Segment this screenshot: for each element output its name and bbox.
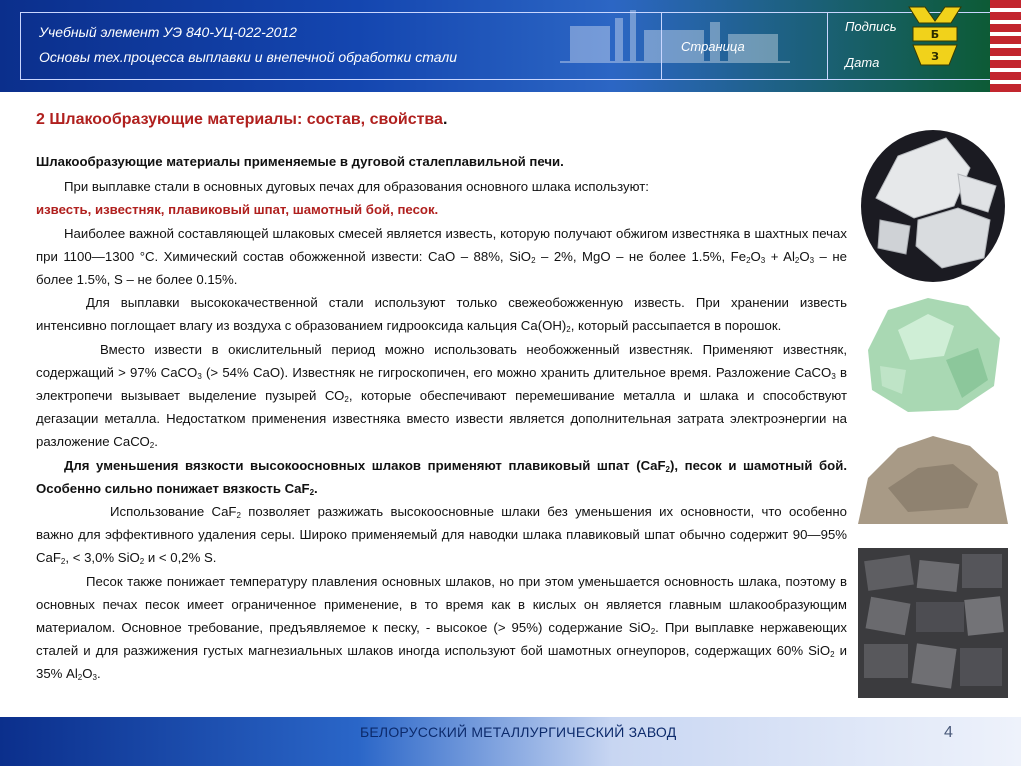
svg-text:Б: Б [930,28,940,41]
flag-ornament [990,0,1021,92]
materials-list: известь, известняк, плавиковый шпат, шамотный бой, песок. [36,202,439,218]
course-title: Основы тех.процесса выплавки и внепечной обработки стали [39,49,458,65]
page-number: 4 [944,724,953,741]
lime-image [858,128,1008,283]
paragraph-1: При выплавке стали в основных дуговых печах для образования основного шлака используют: известь, известняк, плавиковый шпат, шамотный бой, песок. [36,179,649,218]
svg-text:З: З [931,50,939,63]
paragraph-5: Для уменьшения вязкости высокоосновных шлаков применяют плавиковый шпат (CaF$_2$), песок и шамотный бой. Особенно сильно понижает вязкость CaF$_2$. [36,457,847,497]
sign-label: Подпись [845,19,897,34]
page-label: Страница [681,39,745,54]
article-body [36,150,847,686]
date-label: Дата [845,55,880,70]
paragraph-4: Вместо извести в окислительный период можно использовать необожженный известняк. Применяют известняк, содержащий > 97% CaCO$_3$ (> 54% CaO). Известняк не гигроскопичен, его можно хранить длительное время. Разложение CaCO$_3$ в электропечи вызывает выделение пузырей $СО_2$, которые обеспечивают перемешивание металла и шлака и способствуют дегазации металла. Недостатком применения известняка вместо извести является дополнительная затрата электроэнергии на разложение СаСО$_2$. [36,341,848,451]
paragraph-3: Для выплавки высококачественной стали используют только свежеобожженную известь. При хранении известь интенсивно поглощает влагу из воздуха с образованием гидрооксида кальция $Са(ОН)_2$, который рассыпается в порошок. [36,295,847,335]
fluorite-image [858,290,1008,420]
company-name: БЕЛОРУССКИЙ МЕТАЛЛУРГИЧЕСКИЙ ЗАВОД [360,724,677,740]
section-title: 2 Шлакообразующие материалы: состав, свойства. [36,111,448,128]
paragraph-7: Песок также понижает температуру плавления основных шлаков, но при этом уменьшается основность шлака, поэтому в основных печах песок имеет ограниченное применение, в то время как в кислых он является главным шлакообразующим материалом. Основное требование, предъявляемое к песку, - высокое (> 95%) содержание SiO$_2$. При выплавке нержавеющих сталей и для разжижения густых магнезиальных шлаков иногда используют бой шамотных огнеупоров, содержащих 60% SiO$_2$ и 35% $Al_2O_3$. [36,573,848,683]
paragraph-2: Наиболее важной составляющей шлаковых смесей является известь, которую получают обжигом известняка в шахтных печах при 1100—1300 °С. Химический состав обожженной извести: СаО – 88%, SiO$_2$ – 2%, MgO – не более 1.5%, $Fe_2O_3 + Al_2O_3$ – не более 1.5%, S – не более 0.15%. [36,225,847,288]
paragraph-6: Использование CaF$_2$ позволяет разжижать высокоосновные шлаки без уменьшения их основности, что особенно важно для эффективного удаления серы. Широко применяемый для наводки шлака плавиковый шпат обычно содержит 90—95% CaF$_2$, < 3,0% SiO$_2$ и < 0,2% S. [36,504,848,567]
header-divider [661,13,662,79]
bmz-logo-icon [905,3,965,69]
unit-code: Учебный элемент УЭ 840-УЦ-022-2012 [39,24,297,40]
header-band [0,0,1021,92]
sand-image [858,428,1008,524]
header-frame [20,12,1004,80]
subtitle: Шлакообразующие материалы применяемые в дуговой сталеплавильной печи. [36,154,564,169]
header-divider [827,13,828,79]
chamotte-image [858,548,1008,698]
